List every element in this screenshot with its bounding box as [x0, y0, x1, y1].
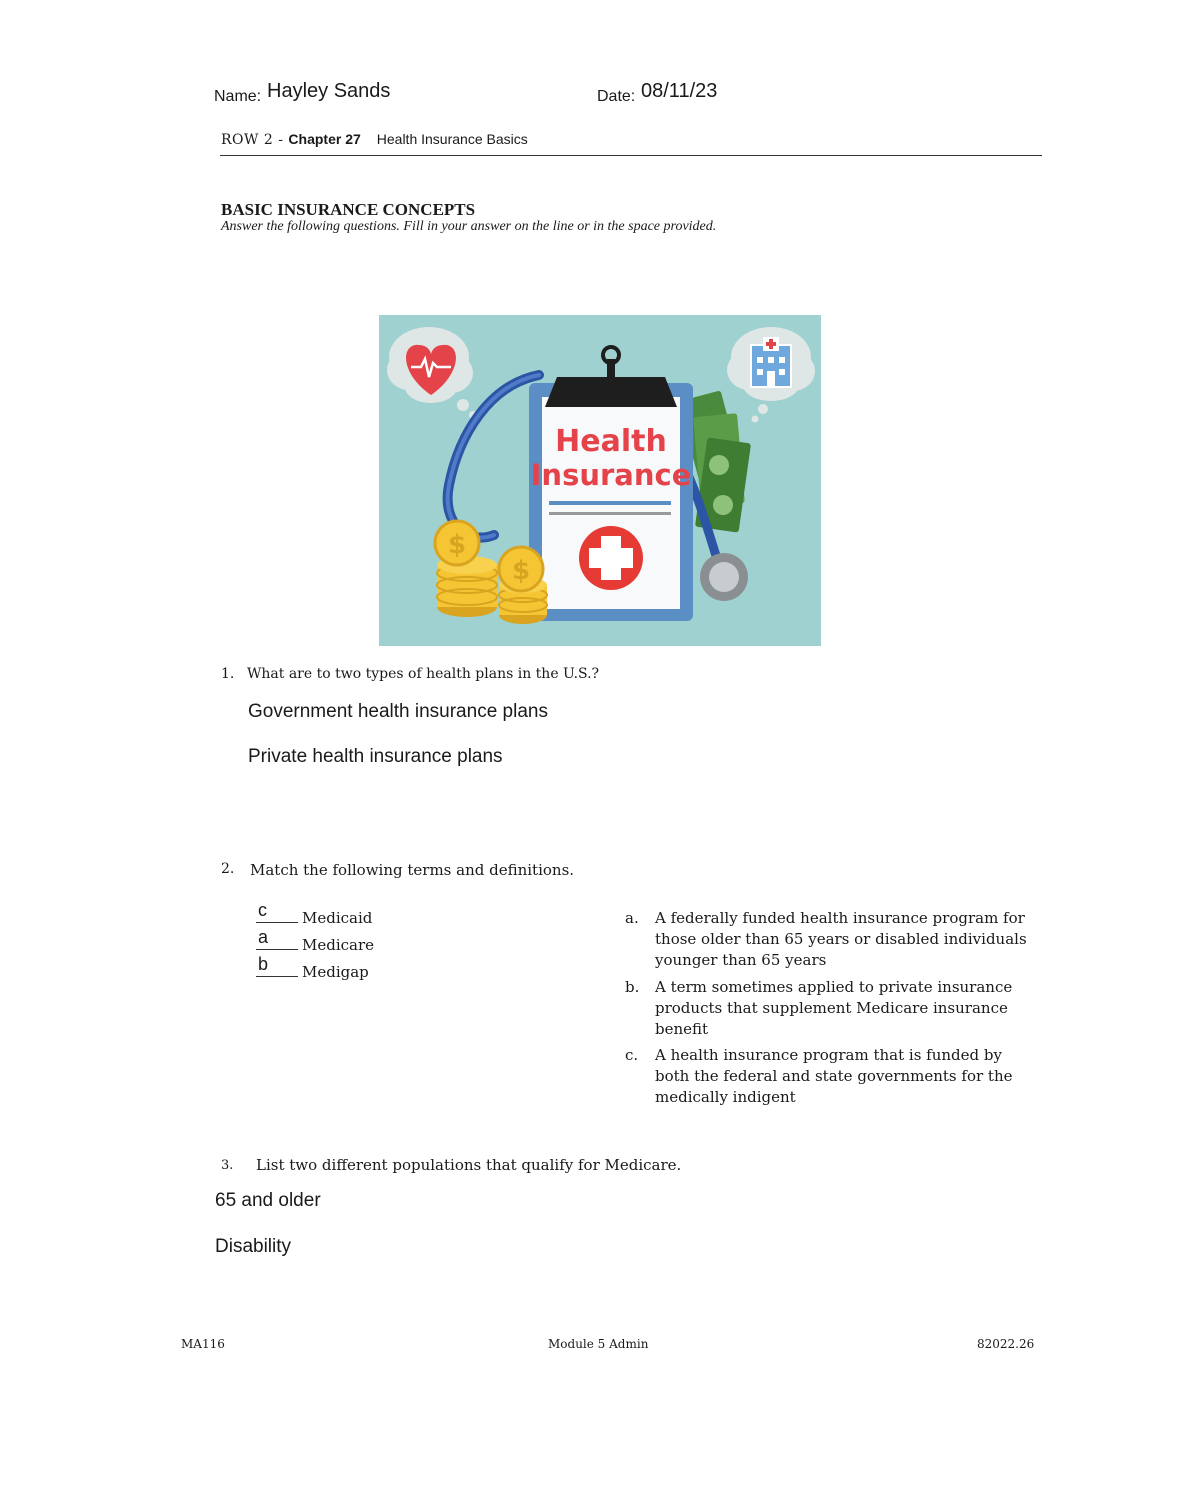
q3-number: 3. [221, 1158, 234, 1173]
svg-text:$: $ [447, 530, 467, 560]
term-medigap: Medigap [302, 963, 369, 981]
footer-course: MA116 [181, 1337, 225, 1351]
q1-answer-1[interactable]: Government health insurance plans [248, 701, 548, 722]
match-answer-medicaid[interactable]: c [258, 900, 267, 920]
section-title: BASIC INSURANCE CONCEPTS [221, 200, 476, 219]
match-answer-medicare[interactable]: a [258, 927, 269, 947]
match-row-medigap [256, 954, 369, 981]
definition-c [625, 1045, 1035, 1108]
q1-answer-2[interactable]: Private health insurance plans [248, 746, 503, 767]
name-field[interactable]: Hayley Sands [267, 80, 391, 102]
definition-a-letter: a. [625, 909, 639, 927]
definition-a-text: A federally funded health insurance program for those older than 65 years or disabled individuals younger than 65 years [655, 909, 1027, 969]
illustration-title-line1: Health [555, 424, 667, 459]
header-divider [220, 155, 1042, 156]
date-field[interactable]: 08/11/23 [641, 80, 718, 102]
footer-code: 82022.26 [977, 1337, 1035, 1351]
match-answer-medigap[interactable]: b [258, 954, 269, 974]
definition-b-text: A term sometimes applied to private insurance products that supplement Medicare insurance benefit [655, 978, 1013, 1038]
chapter-label: Chapter 27 [288, 131, 361, 147]
match-row-medicare [256, 927, 374, 954]
footer-module: Module 5 Admin [548, 1337, 649, 1351]
definition-b-letter: b. [625, 978, 640, 996]
definition-a [625, 908, 1035, 971]
q2-number: 2. [221, 861, 235, 877]
q2-text: Match the following terms and definitions. [250, 861, 575, 879]
name-label: Name: [214, 88, 262, 105]
illustration-title-line2: Insurance [530, 458, 692, 492]
health-insurance-illustration [379, 315, 821, 646]
topic-label: Health Insurance Basics [376, 131, 528, 147]
q1-number: 1. [221, 666, 235, 682]
document-header [221, 131, 528, 148]
term-medicaid: Medicaid [302, 909, 373, 927]
svg-text:$: $ [511, 556, 531, 586]
row-label: ROW 2 - [221, 132, 289, 148]
term-medicare: Medicare [302, 936, 375, 954]
definition-c-text: A health insurance program that is funded by both the federal and state governments for the medically indigent [655, 1046, 1013, 1106]
date-label: Date: [597, 88, 636, 105]
q1-text: What are to two types of health plans in the U.S.? [247, 666, 600, 682]
q3-text: List two different populations that qualify for Medicare. [256, 1156, 682, 1174]
q3-answer-1[interactable]: 65 and older [215, 1190, 321, 1211]
section-instructions: Answer the following questions. Fill in your answer on the line or in the space provided. [221, 219, 717, 234]
q3-answer-2[interactable]: Disability [215, 1236, 292, 1257]
match-row-medicaid [256, 900, 372, 927]
definition-b [625, 977, 1035, 1040]
definition-c-letter: c. [625, 1046, 639, 1064]
